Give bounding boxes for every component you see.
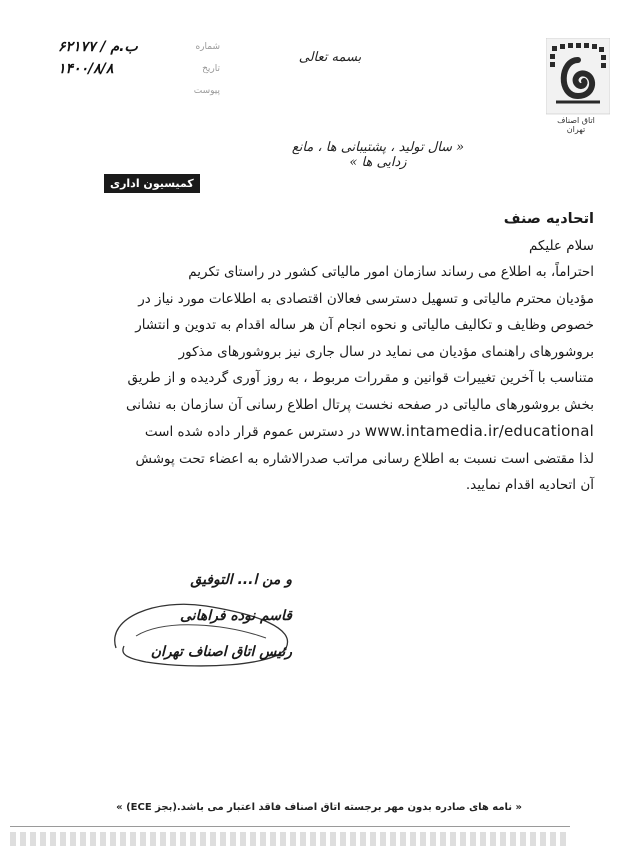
body-line: احتراماً، به اطلاع می رساند سازمان امور مالیاتی کشور در راستای تکریم bbox=[188, 264, 594, 280]
letter-number: ۶۲۱۷۷ / ب.م bbox=[58, 39, 138, 55]
letter-date: ۱۴۰۰/۸/۸ bbox=[58, 61, 114, 77]
greeting: سلام علیکم bbox=[528, 237, 594, 254]
basmala: بسمه تعالی bbox=[298, 50, 362, 65]
portal-url[interactable]: www.intamedia.ir/educational bbox=[364, 422, 594, 440]
department-label: کمیسیون اداری bbox=[104, 174, 200, 193]
body-line: متناسب با آخرین تغییرات قوانین و مقررات مربوط ، به روز آوری گردیده و از طریق bbox=[127, 370, 594, 386]
recipient: اتحادیه صنف bbox=[503, 211, 594, 227]
footer-divider bbox=[10, 826, 570, 827]
signatory-title: رئیس اتاق اصناف تهران bbox=[150, 644, 292, 660]
tehran-guilds-chamber-logo bbox=[546, 38, 610, 128]
footer-note: « نامه های صادره بدون مهر برجسته اتاق اصناف فاقد اعتبار می باشد.(بجز ECE) » bbox=[116, 802, 522, 813]
year-slogan: « سال تولید ، پشتیبانی ها ، مانع زدایی ها » bbox=[291, 140, 465, 170]
url-line bbox=[116, 418, 594, 446]
footer-address-strip bbox=[10, 832, 570, 846]
meta-label: شماره bbox=[195, 42, 220, 52]
signature-block bbox=[112, 562, 292, 670]
body-line: بخش بروشورهای مالیاتی در صفحه نخست پرتال اطلاع رسانی آن سازمان به نشانی bbox=[126, 396, 594, 413]
letter-body bbox=[116, 206, 594, 499]
meta-row-number bbox=[50, 36, 220, 58]
body-line: آن اتحادیه اقدام نمایید. bbox=[465, 477, 594, 493]
letter-meta bbox=[50, 36, 220, 102]
body-line: لذا مقتضی است نسبت به اطلاع رسانی مراتب صدرالاشاره به اعضاء تحت پوشش bbox=[135, 450, 594, 467]
meta-row-attachment bbox=[50, 80, 220, 102]
meta-label: تاریخ bbox=[202, 64, 220, 74]
meta-label: پیوست bbox=[193, 86, 220, 96]
logo-caption: اتاق اصناف تهران bbox=[557, 116, 595, 134]
body-line: مؤدیان محترم مالیاتی و تسهیل دسترسی فعالان اقتصادی به اطلاعات مورد نیاز در bbox=[138, 290, 594, 307]
body-line: خصوص وظایف و تکالیف مالیاتی و نحوه انجام آن هر ساله اقدام به تدوین و انتشار bbox=[135, 317, 594, 333]
body-line: بروشورهای راهنمای مؤدیان می نماید در سال جاری نیز بروشورهای مذکور bbox=[178, 343, 594, 360]
url-line-suffix: در دسترس عموم قرار داده شده است bbox=[144, 424, 361, 440]
closing-phrase: و من ا... التوفیق bbox=[190, 572, 292, 588]
meta-row-date bbox=[50, 58, 220, 80]
signatory-name: قاسم نوده فراهانی bbox=[180, 608, 292, 624]
